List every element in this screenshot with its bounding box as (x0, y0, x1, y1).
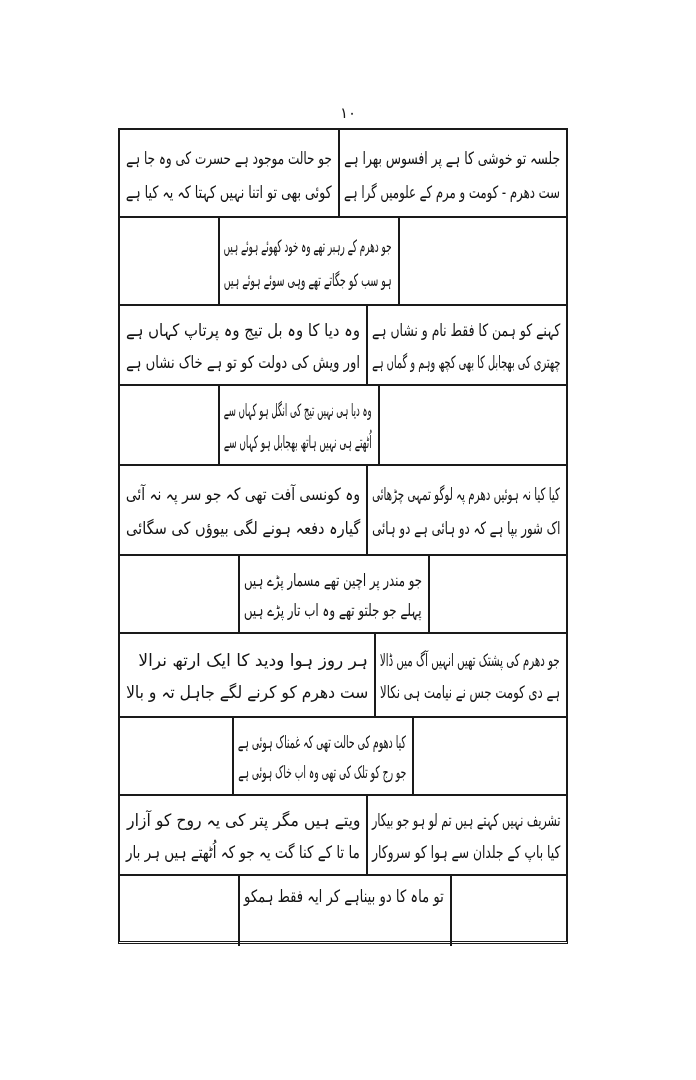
verse-line: جو مندر پر اچین تھے مسمار پڑے ہیں (243, 571, 422, 591)
verse-line: کوئی بھی تو اتنا نہیں کہتا کہ یہ کیا ہے (126, 183, 332, 203)
stanza-center (120, 216, 566, 306)
stanza-center (120, 716, 566, 796)
right-verse-cell (338, 130, 566, 216)
stanza-pair (120, 304, 566, 386)
center-verse-cell (232, 718, 412, 796)
verse-line: ہے دی کومت جس نے نیامت ہی نکالا (379, 683, 560, 703)
verse-line: اُٹھتے ہی نہیں ہاتھ بھجابل ہو کہاں سے (224, 433, 372, 453)
verse-line: کہنے کو ہمن کا فقط نام و نشاں ہے (371, 321, 560, 341)
left-verse-cell (120, 634, 374, 718)
right-verse-cell (366, 306, 566, 386)
left-verse-cell (120, 130, 338, 216)
center-verse-cell (238, 556, 428, 634)
verse-line: جو رج کو تلک کی تھی وہ اب خاک ہوئی ہے (237, 763, 406, 783)
left-verse-cell (120, 306, 366, 386)
verse-line: وہ دیا ہی نہیں تیج کی انگل ہو کہاں سے (224, 401, 372, 421)
stanza-pair (120, 632, 566, 718)
verse-line: جلسہ تو خوشی کا ہے پر افسوس بھرا ہے (343, 149, 560, 169)
verse-line: پہلے جو جلتو تھے وہ اب تار پڑے ہیں (244, 601, 422, 621)
verse-line: ہو سب کو جگاتے تھے وہی سوئے ہوئے ہیں (224, 271, 392, 291)
center-verse-cell (218, 386, 378, 466)
stanza-center (120, 554, 566, 634)
verse-line: چھتری کی بھجابل کا بھی کچھ وہم و گماں ہے (371, 353, 560, 373)
verse-line: وہ دیا کا وہ بل تیج وہ پرتاپ کہاں ہے (126, 321, 360, 341)
left-verse-cell (120, 466, 366, 556)
verse-line: اک شور بپا ہے کہ دو ہائی ہے دو ہائی (371, 519, 560, 539)
right-verse-cell (374, 634, 566, 718)
verse-line: ویتے ہیں مگر پتر کی یہ روح کو آزار (126, 811, 360, 831)
verse-line: ست دھرم کو کرنے لگے جاہل تہ و بالا (125, 683, 368, 703)
verse-line: وہ کونسی آفت تھی کہ جو سر پہ نہ آئی (125, 485, 360, 505)
stanza-center (120, 384, 566, 466)
stanza-pair (120, 794, 566, 876)
verse-line: جو دھرم کی پشتک تھیں انہیں آگ میں ڈالا (380, 651, 560, 671)
verse-line: تشریف نہیں کہتے ہیں تم لو ہو جو بیکار (371, 811, 560, 831)
page-number: ۱۰ (339, 104, 357, 122)
verse-line: کیا کیا نہ ہوئیں دھرم پہ لوگو تمہی چڑھائی (372, 485, 560, 505)
stanza-pair (120, 464, 566, 556)
verse-line: کیا باپ کے جلدان سے ہوا کو سروکار (371, 843, 560, 863)
verse-line: اور ویش کی دولت کو تو ہے خاک نشاں ہے (126, 353, 360, 373)
verse-line: ہر روز ہوا ودید کا ایک ارتھ نرالا (138, 651, 368, 671)
verse-line: جو حالت موجود ہے حسرت کی وہ جا ہے (126, 149, 332, 169)
right-verse-cell (366, 466, 566, 556)
stanza-center (120, 874, 566, 946)
left-verse-cell (120, 796, 366, 876)
stanza-pair (120, 130, 566, 216)
verse-line: گیارہ دفعہ ہونے لگی بیوؤں کی سگائی (125, 519, 360, 539)
right-verse-cell (366, 796, 566, 876)
verse-line: کیا دھوم کی حالت تھی کہ غمناک ہوئی ہے (237, 733, 406, 753)
verse-line: تو ماہ کا دو بیناہے کر ایہ فقط ہمکو (244, 887, 444, 907)
verse-line: جو دھرم کے رہبر تھے وہ خود کھوئے ہوئے ہیں (224, 237, 392, 257)
center-verse-cell (218, 218, 398, 306)
center-verse-cell (238, 876, 450, 946)
verse-line: ست دھرم - کومت و مرم کے علومیں گرا ہے (344, 183, 560, 203)
verse-line: ما تا کے کنا گت یہ جو کہ اُٹھتے ہیں ہر بار (126, 843, 360, 863)
poem-table (118, 128, 568, 944)
